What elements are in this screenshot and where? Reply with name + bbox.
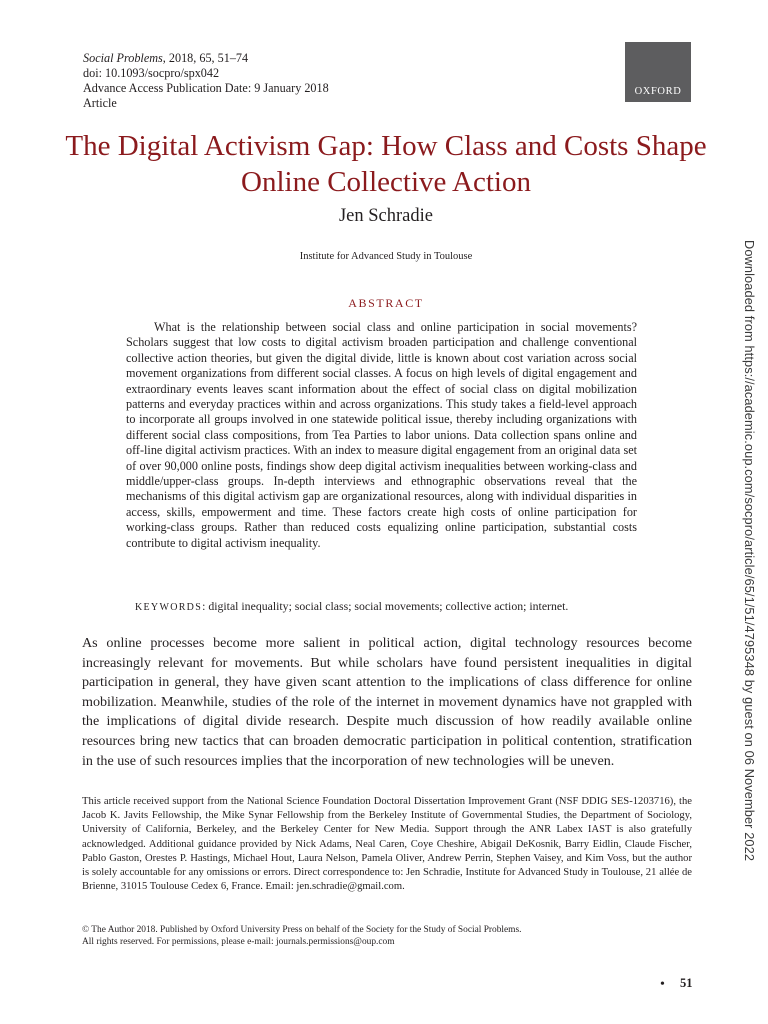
article-title: The Digital Activism Gap: How Class and Costs Shape Online Collective Action [65,130,707,198]
journal-name: Social Problems [83,51,163,65]
abstract-text: What is the relationship between social class and online participation in social movements? Scholars suggest that low costs to digital activism broaden participation and challenge conventional collective action theories, but given the digital divide, little is known about cost variation across social movement organizations from different social classes. A focus on high levels of digital engagement and extraordinary events leaves scant information about the effect of social class on digital mobilization patterns and everyday practices within and across organizations. This study takes a field-level approach to incorporate all groups involved in one statewide political issue, thereby including organizations with different social class compositions, from Tea Parties to labor unions. Data collection spans online and off-line digital activism practices. With an index to measure digital engagement from an original data set of over 90,000 online posts, findings show deep digital activism inequalities between working-class and middle/upper-class groups. In-depth interviews and ethnographic observations reveal that the mechanisms of this digital activism gap are organizational resources, along with individual disparities in access, skills, empowerment and time. These factors create high costs of online participation for working-class groups. Rather than reduced costs equalizing online participation, substantial costs contribute to digital activism inequality. [126,320,637,550]
access-date: Advance Access Publication Date: 9 January 2018 [83,81,329,95]
abstract-heading: ABSTRACT [348,296,424,310]
page-number: 51 [680,976,693,990]
page-bullet: • [660,977,665,992]
intro-paragraph: As online processes become more salient in political action, digital technology resources become increasingly relevant for movements. But while scholars have found persistent inequalities in digital participation in general, they have given scant attention to the implications of class difference for online mobilization. Meanwhile, studies of the role of the internet in movement dynamics have not grappled with the implications of digital divide research. Despite much discussion of how readily available online resources bring new tactics that can broaden democratic participation in political contention, stratification in the use of such resources implies that the incorporation of new technologies will be uneven. [82,635,692,769]
copyright-line-2: All rights reserved. For permissions, please e-mail: journals.permissions@oup.com [82,937,395,948]
keywords [135,599,645,614]
keywords-list: digital inequality; social class; social movements; collective action; internet. [208,599,569,613]
keywords-label: KEYWORDS [135,602,203,613]
author-name: Jen Schradie [338,206,433,226]
citation-details: , 2018, 65, 51–74 [162,51,249,65]
citation-line [83,51,329,66]
keywords-separator: : [202,599,209,613]
article-type: Article [83,96,117,110]
download-notice: Downloaded from https://academic.oup.com/socpro/article/65/1/51/4795348 by guest on 06 November 2022 [742,240,757,862]
copyright-line-1: © The Author 2018. Published by Oxford University Press on behalf of the Society for the Study of Social Problems. [82,925,522,935]
oxford-logo [625,42,691,102]
acknowledgement-footnote: This article received support from the National Science Foundation Doctoral Dissertation Improvement Grant (NSF DDIG SES-1203716), the Jacob K. Javits Fellowship, the Mike Synar Fellowship from the Berkeley Institute of Governmental Studies, the Department of Sociology, University of California, Berkeley, and the Berkeley Center for New Media. Support through the ANR Labex IAST is also gratefully acknowledged. Additional guidance provided by Nick Adams, Neal Caren, Coye Cheshire, Abigail DeKosnik, Barry Eidlin, Claude Fischer, Pablo Gaston, Orestes P. Hastings, Michael Hout, Laura Nelson, Pamela Oliver, Andrew Perrin, Stephen Vaisey, and Kim Voss, but the author is solely accountable for any omissions or errors. Direct correspondence to: Jen Schradie, Institute for Advanced Study in Toulouse, 21 allée de Brienne, 31015 Toulouse Cedex 6, France. Email: jen.schradie@gmail.com. [82,796,692,893]
doi-link[interactable]: doi: 10.1093/socpro/spx042 [83,66,220,80]
copyright-notice [82,924,692,949]
author-affiliation: Institute for Advanced Study in Toulouse [299,251,473,262]
article-metadata [83,51,329,111]
oxford-logo-text: OXFORD [634,86,682,97]
